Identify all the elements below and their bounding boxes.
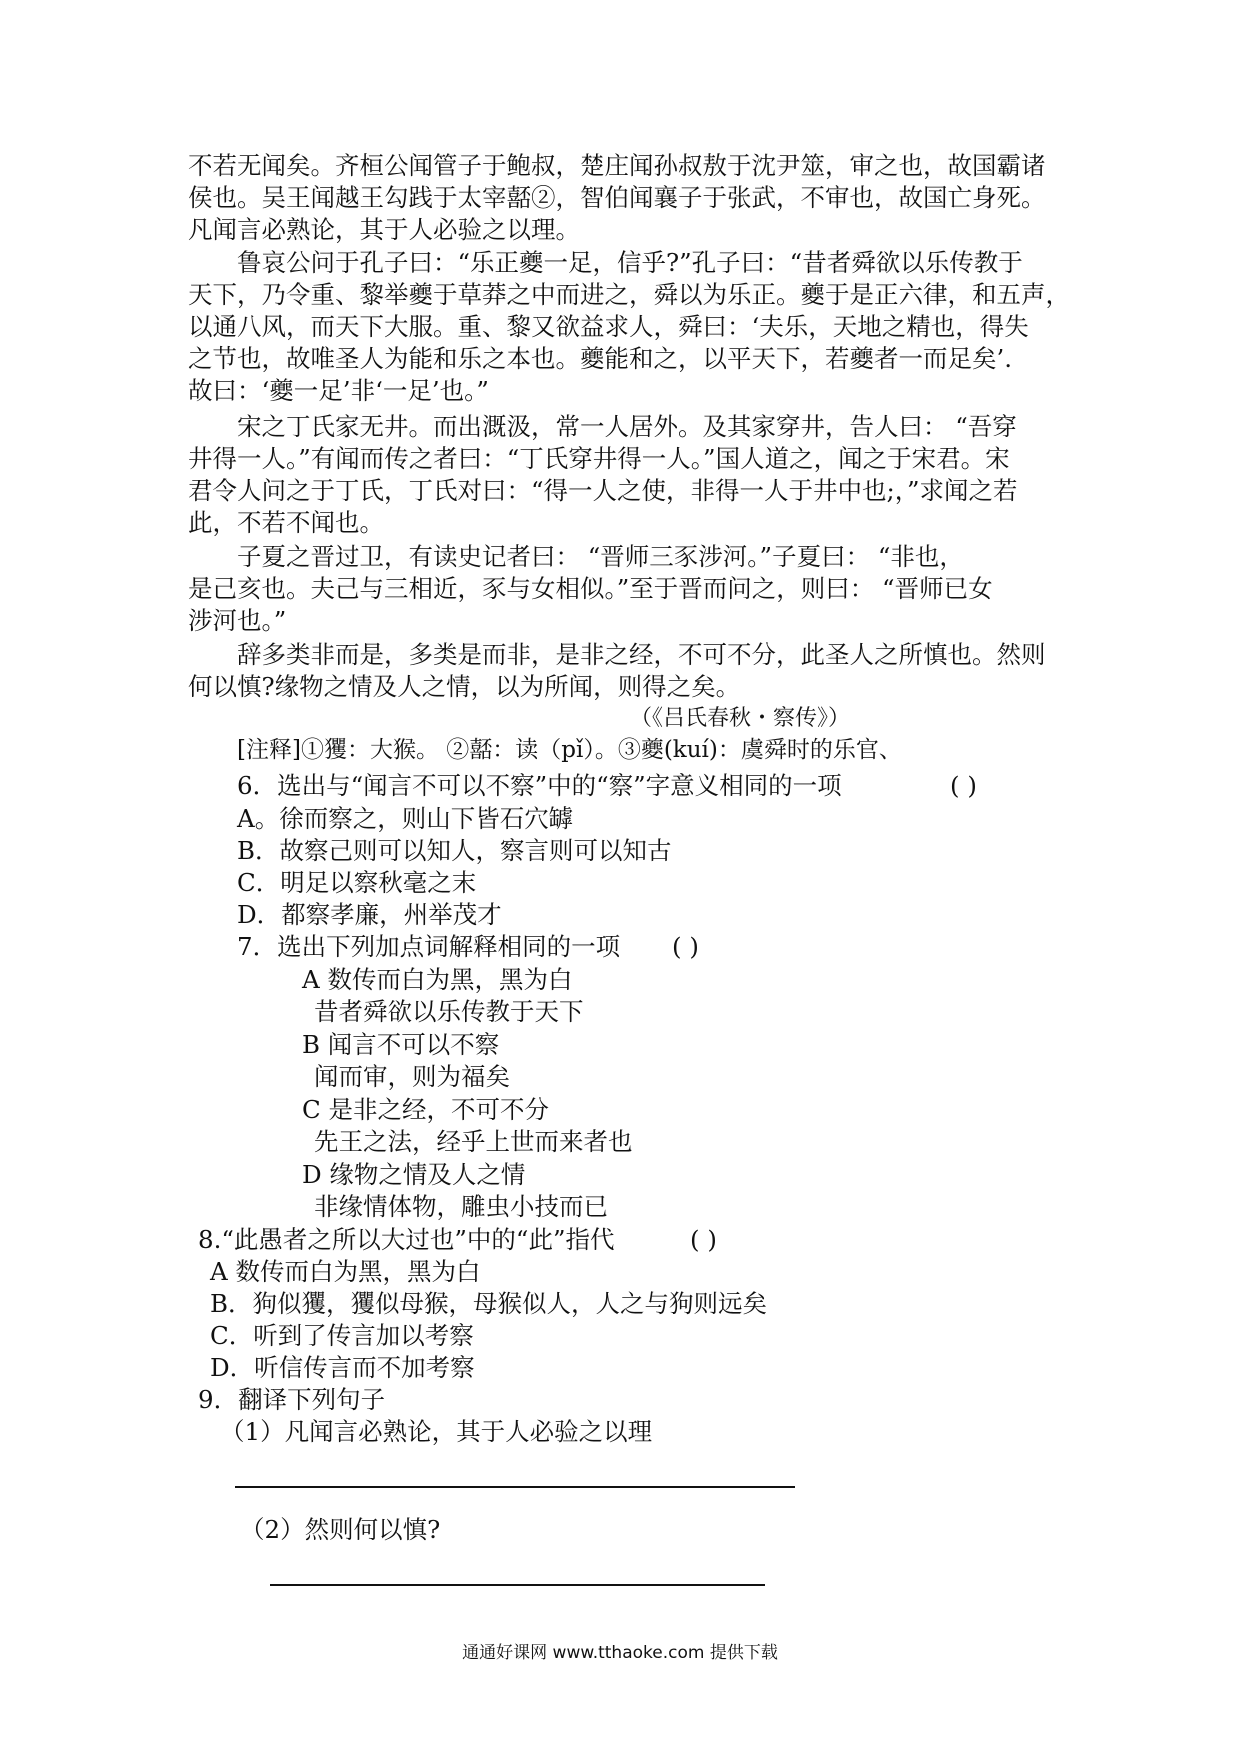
question-7-option-c: C 是非之经，不可不分 <box>302 1095 550 1124</box>
passage-line: 此，不若不闻也。 <box>188 508 384 537</box>
passage-line: 涉河也。” <box>188 606 287 635</box>
source-citation: （《吕氏春秋・察传》） <box>630 706 851 731</box>
question-7-stem: 7．选出下列加点词解释相同的一项 <box>237 932 621 961</box>
question-7-option-b-second: 闻而审，则为福矣 <box>314 1062 510 1091</box>
passage-line: 侯也。吴王闻越王勾践于太宰嚭②，智伯闻襄子于张武，不审也，故国亡身死。 <box>188 183 1046 212</box>
passage-line: 是己亥也。夫己与三相近，豕与女相似。”至于晋而问之，则曰： “晋师已女 <box>188 574 993 603</box>
question-8-option-c: C．听到了传言加以考察 <box>210 1321 474 1350</box>
passage-line: 何以慎?缘物之情及人之情，以为所闻，则得之矣。 <box>188 672 741 701</box>
question-9-item-2: （2）然则何以慎? <box>240 1515 441 1544</box>
question-7-option-d: D 缘物之情及人之情 <box>302 1160 526 1189</box>
passage-line: 子夏之晋过卫，有读史记者曰： “晋师三豕涉河。”子夏曰： “非也， <box>237 542 964 571</box>
passage-line: 辞多类非而是，多类是而非，是非之经，不可不分，此圣人之所慎也。然则 <box>237 640 1046 669</box>
question-8-stem: 8.“此愚者之所以大过也”中的“此”指代 <box>198 1225 615 1254</box>
question-8-blank[interactable]: ( ) <box>690 1225 717 1254</box>
question-7-blank[interactable]: ( ) <box>672 932 699 961</box>
passage-line: 不若无闻矣。齐桓公闻管子于鲍叔，楚庄闻孙叔敖于沈尹筮，审之也，故国霸诸 <box>188 151 1046 180</box>
question-7-option-c-second: 先王之法，经乎上世而来者也 <box>314 1127 633 1156</box>
question-8-option-d: D．听信传言而不加考察 <box>210 1353 475 1382</box>
question-7-option-a: A 数传而白为黑，黑为白 <box>302 965 573 994</box>
question-6-option-a: A。徐而察之，则山下皆石穴罅 <box>237 804 574 833</box>
passage-line: 凡闻言必熟论，其于人必验之以理。 <box>188 215 580 244</box>
passage-line: 君令人问之于丁氏，丁氏对曰：“得一人之使，非得一人于井中也;，”求闻之若 <box>188 476 1018 505</box>
answer-line-2[interactable] <box>270 1584 765 1586</box>
passage-line: 以通八风，而天下大服。重、黎又欲益求人，舜曰：‘夫乐，天地之精也，得失 <box>188 312 1029 341</box>
question-8-option-a: A 数传而白为黑，黑为白 <box>210 1257 481 1286</box>
passage-line: 天下，乃令重、黎举夔于草莽之中而进之，舜以为乐正。夔于是正六律，和五声， <box>188 280 1070 309</box>
passage-line: 井得一人。”有闻而传之者曰：“丁氏穿井得一人。”国人道之，闻之于宋君。宋 <box>188 444 1010 473</box>
annotation-note: [注释]①玃：大猴。 ②嚭：读（pǐ）。③夔(kuí)：虞舜时的乐官、 <box>237 737 902 763</box>
page-footer: 通通好课网 www.tthaoke.com 提供下载 <box>462 1643 778 1663</box>
question-7-option-a-second: 昔者舜欲以乐传教于天下 <box>314 997 584 1026</box>
question-6-option-c: C．明足以察秋毫之末 <box>237 868 477 897</box>
question-7-option-d-second: 非缘情体物，雕虫小技而已 <box>314 1192 608 1221</box>
passage-line: 故曰：‘夔一足’非‘一足’也。” <box>188 376 489 405</box>
question-6-blank[interactable]: ( ) <box>950 771 977 800</box>
question-6-option-b: B．故察己则可以知人，察言则可以知古 <box>237 836 672 865</box>
question-9-stem: 9．翻译下列句子 <box>198 1385 386 1414</box>
question-9-item-1: （1）凡闻言必熟论，其于人必验之以理 <box>220 1417 653 1446</box>
passage-line: 之节也，故唯圣人为能和乐之本也。夔能和之，以平天下，若夔者一而足矣’. <box>188 344 1013 373</box>
passage-line: 宋之丁氏家无井。而出溉汲，常一人居外。及其家穿井，告人曰： “吾穿 <box>237 412 1017 441</box>
answer-line-1[interactable] <box>235 1486 795 1488</box>
question-6-option-d: D．都察孝廉，州举茂才 <box>237 900 502 929</box>
question-8-option-b: B．狗似玃，玃似母猴，母猴似人，人之与狗则远矣 <box>210 1289 768 1318</box>
passage-line: 鲁哀公问于孔子曰：“乐正夔一足，信乎?”孔子曰：“昔者舜欲以乐传教于 <box>237 248 1023 277</box>
question-7-option-b: B 闻言不可以不察 <box>302 1030 500 1059</box>
question-6-stem: 6．选出与“闻言不可以不察”中的“察”字意义相同的一项 <box>237 771 842 800</box>
